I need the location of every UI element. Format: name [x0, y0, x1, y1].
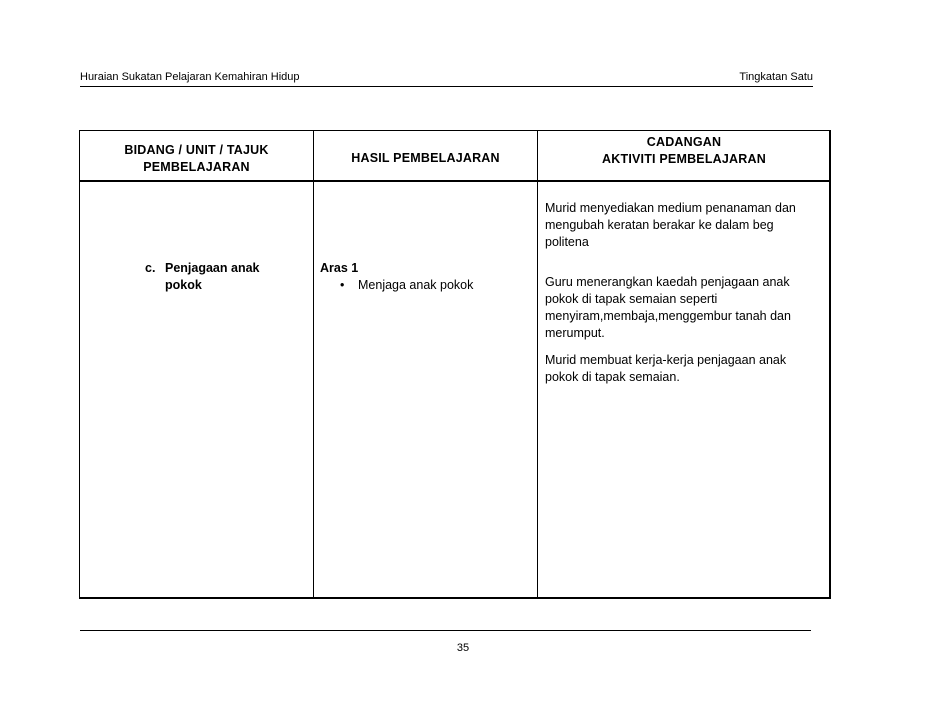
page-number: 35 [456, 642, 470, 654]
level-label: Aras 1 [320, 261, 359, 275]
footer-rule [80, 630, 811, 631]
curriculum-table [79, 130, 831, 599]
outcome-bullet-item [320, 277, 473, 294]
column-divider [313, 131, 314, 597]
topic-text: Penjagaan anak pokok [165, 261, 260, 292]
topic-marker: c. [145, 261, 156, 275]
activity-paragraph: Guru menerangkan kaedah penjagaan anak pokok di tapak semaian seperti menyiram,membaja,menggembur tanah dan merumput. [545, 275, 791, 340]
activity-paragraph: Murid membuat kerja-kerja penjagaan anak pokok di tapak semaian. [545, 353, 787, 384]
column-divider [537, 131, 538, 597]
learning-outcome-cell [320, 260, 473, 294]
header-rule [80, 86, 813, 87]
topic-cell [145, 260, 260, 294]
topic-item [145, 260, 260, 294]
outcome-text: Menjaga anak pokok [358, 278, 474, 292]
column-header-topic: BIDANG / UNIT / TAJUK PEMBELAJARAN [124, 143, 269, 174]
running-header-level: Tingkatan Satu [739, 71, 813, 83]
bullet-icon: • [340, 278, 345, 292]
activity-paragraph: Murid menyediakan medium penanaman dan mengubah keratan berakar ke dalam beg politena [545, 201, 796, 249]
column-header-learning-outcome: HASIL PEMBELAJARAN [351, 151, 500, 165]
running-header-title: Huraian Sukatan Pelajaran Kemahiran Hidup [80, 71, 300, 83]
column-header-suggested-activities: CADANGAN AKTIVITI PEMBELAJARAN [602, 135, 766, 166]
header-row-divider [80, 180, 829, 182]
